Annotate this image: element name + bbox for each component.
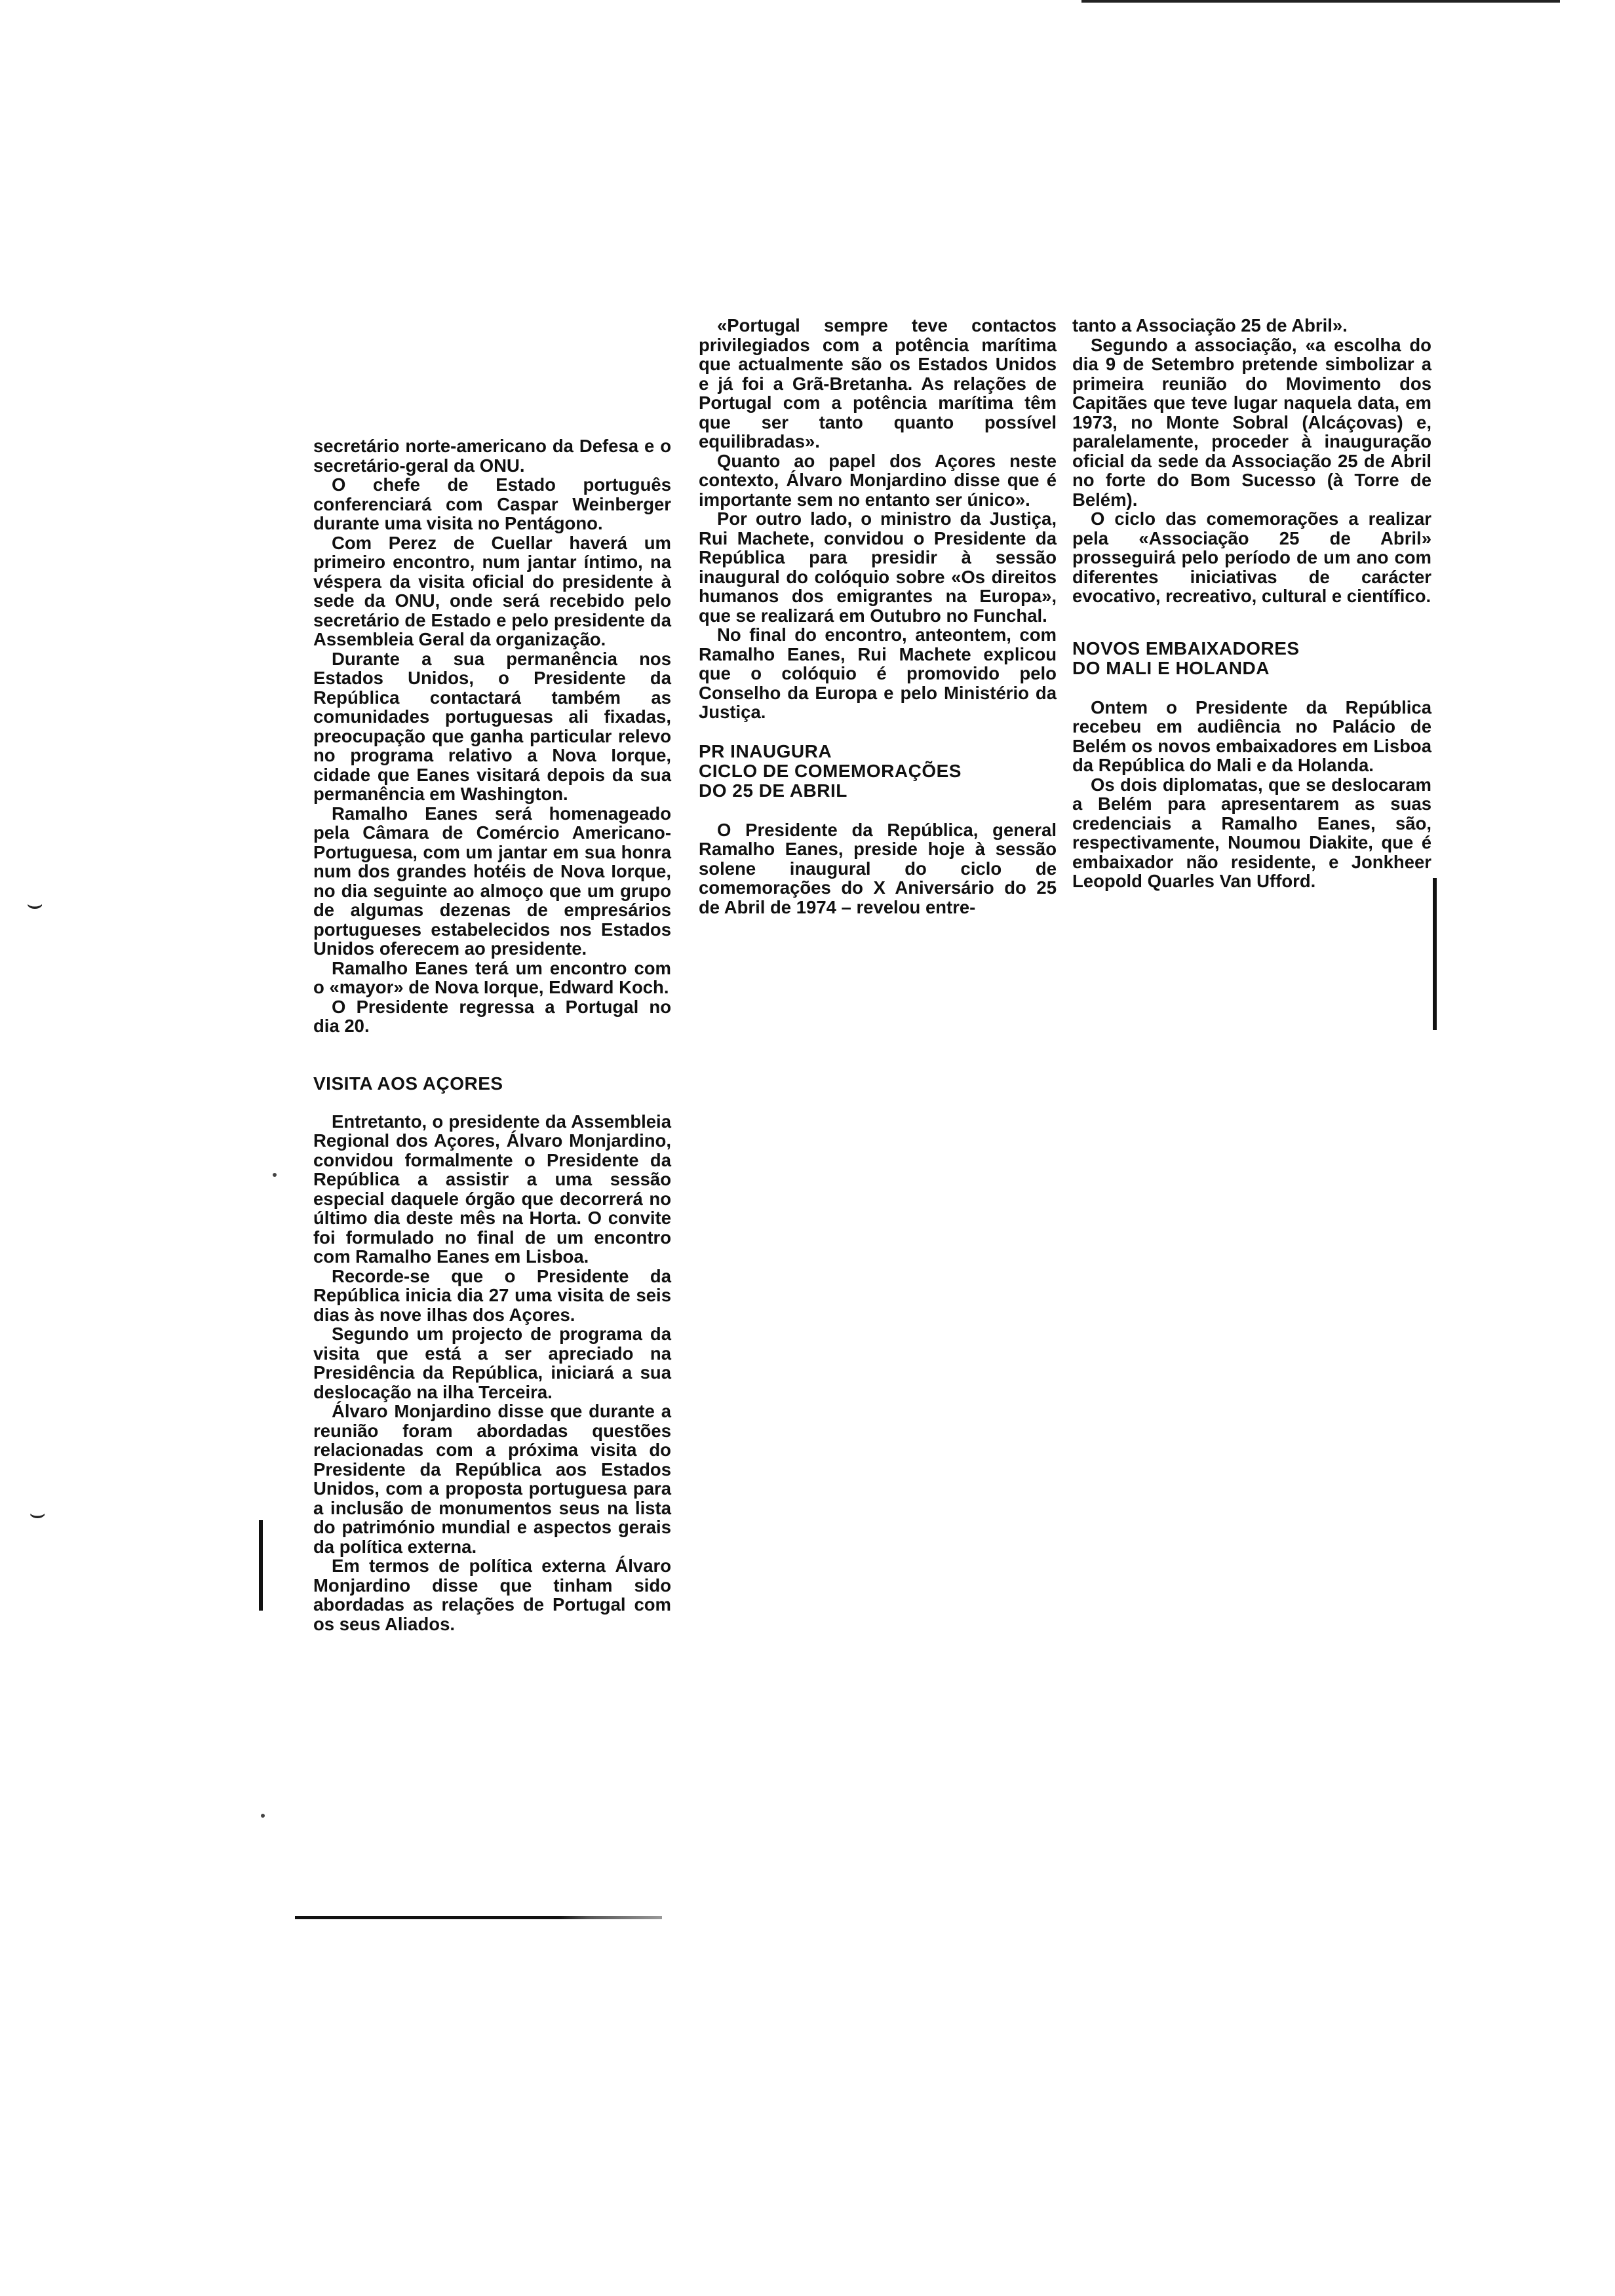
paragraph: Quanto ao papel dos Açores neste contexto, Álvaro Monjardino disse que é importante sem no entanto ser único».: [699, 450, 1057, 510]
paragraph: Segundo um projecto de programa da visita que está a ser apreciado na Presidência da República, iniciará a sua deslocação na ilha Terceira.: [313, 1324, 671, 1402]
margin-mark-bar: [259, 1520, 263, 1611]
heading-line: PR INAUGURA: [699, 740, 832, 761]
paragraph: Entretanto, o presidente da Assembleia Regional dos Açores, Álvaro Monjardino, convidou formalmente o Presidente da República a assistir a uma sessão especial daquele órgão que decorrerá no último dia deste mês na Horta. O convite foi formulado no final de um encontro com Ramalho Eanes em Lisboa.: [313, 1111, 671, 1267]
paragraph: secretário norte-americano da Defesa e o secretário-geral da ONU.: [313, 436, 671, 476]
scan-speck: [261, 1814, 265, 1818]
scan-speck: [273, 1173, 277, 1177]
paragraph: Por outro lado, o ministro da Justiça, Rui Machete, convidou o Presidente da República para presidir à sessão inaugural do colóquio sobre «Os direitos humanos dos emigrantes na Europa», que se realizará em Outubro no Funchal.: [699, 508, 1057, 626]
paragraph: «Portugal sempre teve contactos privilegiados com a potência marítima que actualmente são os Estados Unidos e já foi a Grã-Bretanha. As relações de Portugal com a potência marítima têm que ser tanto quanto possível equilibradas».: [699, 315, 1057, 451]
paragraph: No final do encontro, anteontem, com Ramalho Eanes, Rui Machete explicou que o colóquio é promovido pelo Conselho da Europa e pelo Ministério da Justiça.: [699, 624, 1057, 722]
margin-mark-bar: [1433, 878, 1437, 1030]
heading-line: CICLO DE COMEMORAÇÕES: [699, 760, 962, 781]
paragraph: O ciclo das comemorações a realizar pela «Associação 25 de Abril» prosseguirá pelo período de um ano com diferentes iniciativas de carácter evocativo, recreativo, cultural e científico.: [1072, 508, 1431, 606]
heading-line: NOVOS EMBAIXADORES: [1072, 638, 1300, 659]
paragraph: tanto a Associação 25 de Abril».: [1072, 315, 1348, 335]
article-column-3: [1072, 316, 1431, 891]
paragraph: Recorde-se que o Presidente da República inicia dia 27 uma visita de seis dias às nove ilhas dos Açores.: [313, 1265, 671, 1325]
paragraph: Ramalho Eanes será homenageado pela Câmara de Comércio Americano-Portuguesa, com um jantar em sua honra num dos grandes hotéis de Nova Iorque, no dia seguinte ao almoço que um grupo de algumas dezenas de empresários portugueses estabelecidos nos Estados Unidos oferecem ao presidente.: [313, 803, 671, 959]
paragraph: O Presidente da República, general Ramalho Eanes, preside hoje à sessão solene inaugural do ciclo de comemorações do X Aniversário do 25 de Abril de 1974 – revelou entre-: [699, 819, 1057, 917]
top-edge-rule: [1081, 0, 1560, 3]
paragraph: O Presidente regressa a Portugal no dia 20.: [313, 996, 671, 1036]
paragraph: Álvaro Monjardino disse que durante a reunião foram abordadas questões relacionadas com a próxima visita do Presidente da República aos Estados Unidos, com a proposta portuguesa para a inclusão de monumentos seus na lista do património mundial e aspectos gerais da política externa.: [313, 1401, 671, 1557]
punch-hole-mark: ⌣: [26, 890, 44, 919]
heading-line: DO 25 DE ABRIL: [699, 780, 847, 801]
section-heading-visita-acores: VISITA AOS AÇORES: [313, 1073, 503, 1094]
paragraph: Durante a sua permanência nos Estados Unidos, o Presidente da República contactará também as comunidades portuguesas ali fixadas, preocupação que ganha particular relevo no programa relativo a Nova Iorque, cidade que Eanes visitará depois da sua permanência em Washington.: [313, 648, 671, 804]
paragraph: Os dois diplomatas, que se deslocaram a Belém para apresentarem as suas credenciais a Ramalho Eanes, são, respectivamente, Noumou Diakite, que é embaixador não residente, e Jonkheer Leopold Quarles Van Ufford.: [1072, 774, 1431, 891]
article-column-2: [699, 316, 1057, 917]
paragraph: Em termos de política externa Álvaro Monjardino disse que tinham sido abordadas as relações de Portugal com os seus Aliados.: [313, 1556, 671, 1634]
paragraph: Com Perez de Cuellar haverá um primeiro encontro, num jantar íntimo, na véspera da visita oficial do presidente à sede da ONU, onde será recebido pelo secretário de Estado e pelo presidente da Assembleia Geral da organização.: [313, 532, 671, 649]
paragraph: Ramalho Eanes terá um encontro com o «mayor» de Nova Iorque, Edward Koch.: [313, 957, 671, 997]
section-heading-pr-inaugura: [699, 742, 1057, 801]
section-heading-novos-embaixadores: [1072, 639, 1431, 678]
heading-line: DO MALI E HOLANDA: [1072, 657, 1270, 678]
article-column-1: [313, 436, 671, 1634]
paragraph: Ontem o Presidente da República recebeu em audiência no Palácio de Belém os novos embaixadores em Lisboa da República do Mali e da Holanda.: [1072, 697, 1431, 775]
paragraph: O chefe de Estado português conferenciará com Caspar Weinberger durante uma visita no Pentágono.: [313, 474, 671, 533]
paragraph: Segundo a associação, «a escolha do dia 9 de Setembro pretende simbolizar a primeira reunião do Movimento dos Capitães que teve lugar naquela data, em 1973, no Monte Sobral (Alcáçovas) e, paralelamente, proceder à inauguração oficial da sede da Associação 25 de Abril no forte do Bom Sucesso (à Torre de Belém).: [1072, 334, 1431, 510]
clipping-bottom-rule: [295, 1916, 662, 1919]
punch-hole-mark: ⌣: [29, 1499, 47, 1528]
